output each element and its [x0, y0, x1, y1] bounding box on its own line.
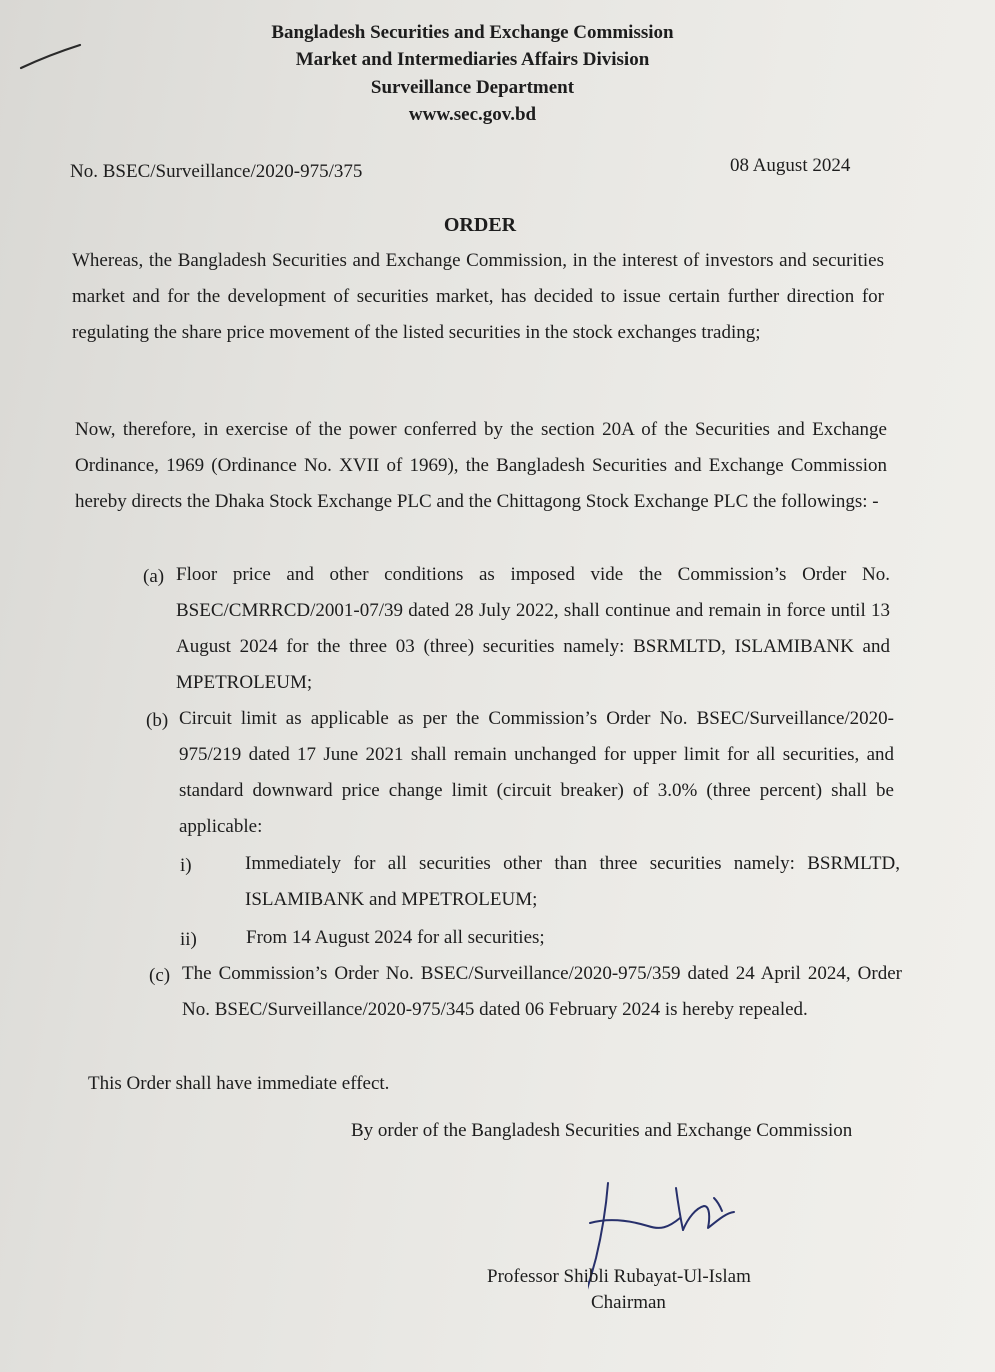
signatory-designation: Chairman — [591, 1292, 666, 1313]
subitem-i-label: i) — [180, 855, 192, 876]
subitem-ii-text: From 14 August 2024 for all securities; — [246, 927, 545, 948]
operative-paragraph: Now, therefore, in exercise of the power conferred by the section 20A of the Securities and Exchange Ordinance, 1969 (Ordinance No. XVII of 1969), the Bangladesh Securities and Exchange Commission hereby directs the Dhaka Stock Exchange PLC and the Chittagong Stock Exchange PLC the followings: - — [75, 419, 887, 512]
order-date: 08 August 2024 — [730, 155, 851, 176]
item-c-label: (c) — [149, 965, 171, 986]
subitem-i-text: Immediately for all securities other than three securities namely: BSRMLTD, ISLAMIBANK and MPETROLEUM; — [245, 853, 900, 910]
effect-statement: This Order shall have immediate effect. — [88, 1073, 390, 1094]
preamble-paragraph: Whereas, the Bangladesh Securities and Exchange Commission, in the interest of investors and securities market and for the development of securities market, has decided to issue certain further direction for regulating the share price movement of the listed securities in the stock exchanges trading; — [72, 250, 884, 343]
item-c-text: The Commission’s Order No. BSEC/Surveillance/2020-975/359 dated 24 April 2024, Order No. BSEC/Surveillance/2020-975/345 dated 06 February 2024 is hereby repealed. — [182, 963, 902, 1020]
organization-name: Bangladesh Securities and Exchange Commission — [271, 22, 674, 43]
by-order-line: By order of the Bangladesh Securities and Exchange Commission — [351, 1120, 853, 1141]
item-b-label: (b) — [146, 710, 169, 731]
division-name: Market and Intermediaries Affairs Division — [295, 49, 650, 70]
signatory-name: Professor Shibli Rubayat-Ul-Islam — [487, 1266, 751, 1287]
subitem-ii-label: ii) — [180, 929, 197, 950]
website-link[interactable]: www.sec.gov.bd — [408, 104, 537, 125]
department-name: Surveillance Department — [370, 77, 575, 98]
item-b-text: Circuit limit as applicable as per the Commission’s Order No. BSEC/Surveillance/2020-975/219 dated 17 June 2021 shall remain unchanged for upper limit for all securities, and standard downward price change limit (circuit breaker) of 3.0% (three percent) shall be applicable: — [179, 708, 894, 837]
item-a-label: (a) — [143, 566, 165, 587]
reference-number: No. BSEC/Surveillance/2020-975/375 — [70, 161, 363, 182]
order-title: ORDER — [443, 214, 517, 236]
item-a-text: Floor price and other conditions as imposed vide the Commission’s Order No. BSEC/CMRRCD/2001-07/39 dated 28 July 2022, shall continue and remain in force until 13 August 2024 for the three 03 (three) securities namely: BSRMLTD, ISLAMIBANK and MPETROLEUM; — [176, 564, 890, 693]
